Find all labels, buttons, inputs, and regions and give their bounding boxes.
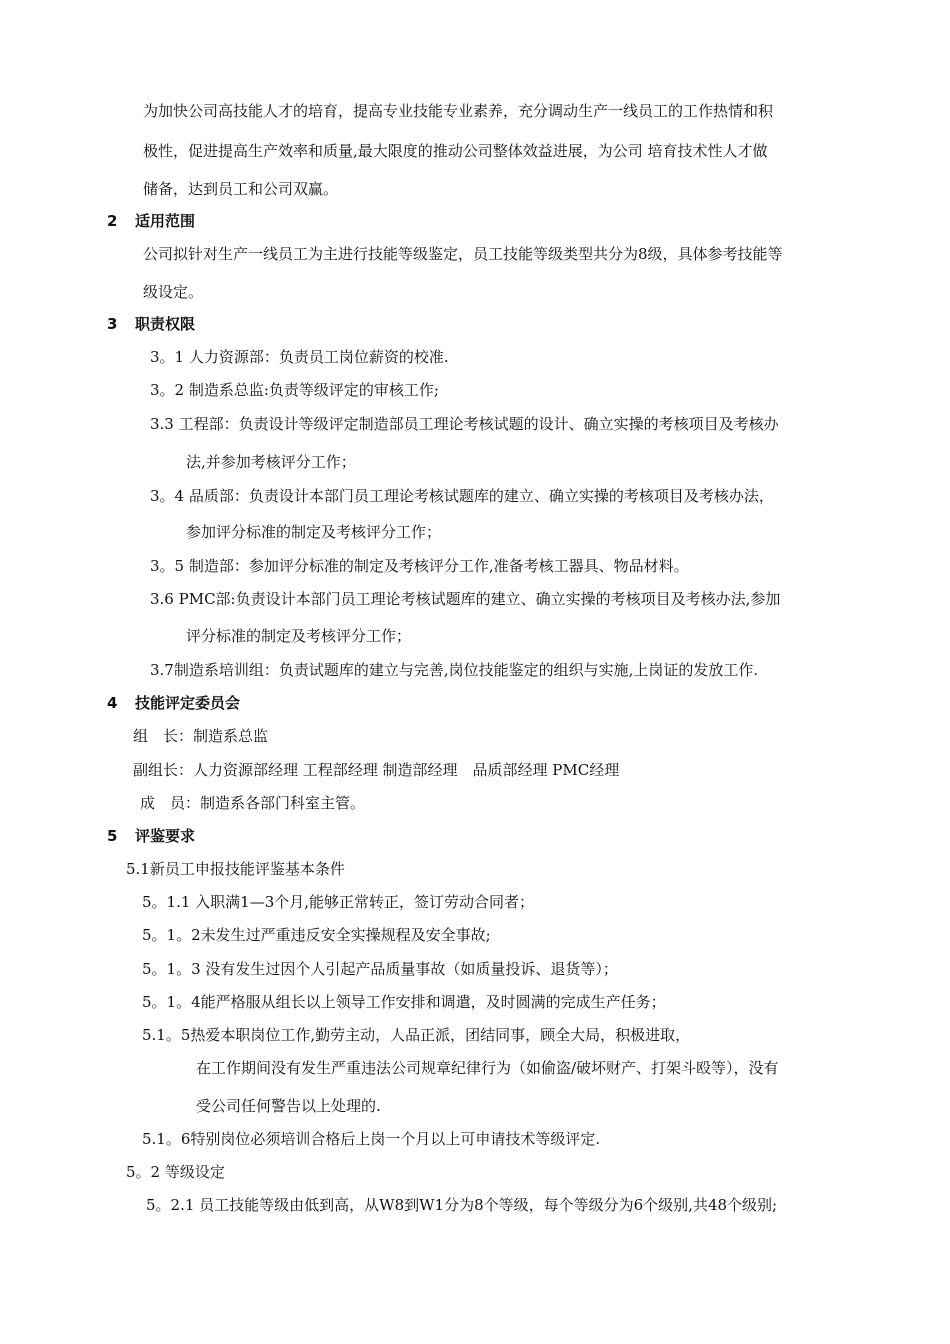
section-5-1-item-1: 5。1.1 入职满1—3个月,能够正常转正，签订劳动合同者； bbox=[142, 893, 535, 911]
intro-line-3: 储备，达到员工和公司双赢。 bbox=[143, 180, 339, 198]
section-3-item-5: 3。5 制造部：参加评分标准的制定及考核评分工作,准备考核工器具、物品材料。 bbox=[150, 557, 689, 575]
section-5-1-title: 5.1新员工申报技能评鉴基本条件 bbox=[126, 860, 345, 878]
section-5-title: 评鉴要求 bbox=[135, 827, 196, 845]
section-3-heading bbox=[107, 314, 195, 334]
section-3-item-1: 3。1 人力资源部：负责员工岗位薪资的校准. bbox=[150, 348, 449, 366]
section-5-2-item-1: 5。2.1 员工技能等级由低到高，从W8到W1分为8个等级，每个等级分为6个级别,共48个级别; bbox=[146, 1196, 778, 1214]
section-2-title: 适用范围 bbox=[135, 212, 196, 230]
section-2-heading bbox=[107, 211, 195, 231]
section-3-item-2: 3。2 制造系总监:负责等级评定的审核工作; bbox=[150, 381, 439, 399]
section-3-item-6: 3.6 PMC部:负责设计本部门员工理论考核试题库的建立、确立实操的考核项目及考核办法,参加 bbox=[150, 590, 781, 608]
section-5-1-item-5-cont-2: 受公司任何警告以上处理的. bbox=[196, 1097, 381, 1115]
section-2-line-2: 级设定。 bbox=[143, 283, 204, 301]
section-3-item-3-cont: 法,并参加考核评分工作； bbox=[186, 453, 356, 471]
intro-line-2: 极性，促进提高生产效率和质量,最大限度的推动公司整体效益进展，为公司 培育技术性人才做 bbox=[143, 142, 768, 160]
section-5-1-item-5-cont-1: 在工作期间没有发生严重违法公司规章纪律行为（如偷盗/破坏财产、打架斗殴等），没有 bbox=[196, 1059, 779, 1077]
section-4-title: 技能评定委员会 bbox=[135, 694, 241, 712]
section-5-1-item-3: 5。1。3 没有发生过因个人引起产品质量事故（如质量投诉、退货等）； bbox=[142, 960, 618, 978]
section-4-number: 4 bbox=[107, 694, 118, 712]
committee-deputy: 副组长：人力资源部经理 工程部经理 制造部经理 品质部经理 PMC经理 bbox=[133, 761, 620, 779]
section-3-item-4-cont: 参加评分标准的制定及考核评分工作； bbox=[186, 523, 442, 541]
intro-line-1: 为加快公司高技能人才的培育，提高专业技能专业素养，充分调动生产一线员工的工作热情和积 bbox=[143, 102, 774, 120]
section-3-item-4: 3。4 品质部：负责设计本部门员工理论考核试题库的建立、确立实操的考核项目及考核办法， bbox=[150, 487, 774, 505]
section-5-1-item-4: 5。1。4能严格服从组长以上领导工作安排和调遣，及时圆满的完成生产任务； bbox=[142, 993, 666, 1011]
section-5-1-item-2: 5。1。2未发生过严重违反安全实操规程及安全事故; bbox=[142, 926, 491, 944]
section-3-number: 3 bbox=[107, 315, 118, 333]
section-4-heading bbox=[107, 693, 240, 713]
section-5-number: 5 bbox=[107, 827, 118, 845]
section-2-line-1: 公司拟针对生产一线员工为主进行技能等级鉴定，员工技能等级类型共分为8级，具体参考技能等 bbox=[143, 245, 783, 263]
section-5-2-title: 5。2 等级设定 bbox=[126, 1163, 225, 1181]
section-3-item-6-cont: 评分标准的制定及考核评分工作； bbox=[186, 627, 412, 645]
committee-members: 成 员：制造系各部门科室主管。 bbox=[140, 794, 366, 812]
section-2-number: 2 bbox=[107, 212, 118, 230]
section-5-1-item-5: 5.1。5热爱本职岗位工作,勤劳主动，人品正派，团结同事，顾全大局，积极进取， bbox=[142, 1026, 691, 1044]
section-5-1-item-6: 5.1。6特别岗位必须培训合格后上岗一个月以上可申请技术等级评定. bbox=[142, 1130, 601, 1148]
section-3-item-7: 3.7制造系培训组：负责试题库的建立与完善,岗位技能鉴定的组织与实施,上岗证的发放工作. bbox=[150, 661, 759, 679]
section-3-item-3: 3.3 工程部：负责设计等级评定制造部员工理论考核试题的设计、确立实操的考核项目及考核办 bbox=[150, 415, 779, 433]
committee-leader: 组 长：制造系总监 bbox=[133, 727, 269, 745]
section-3-title: 职责权限 bbox=[135, 315, 196, 333]
section-5-heading bbox=[107, 826, 195, 846]
